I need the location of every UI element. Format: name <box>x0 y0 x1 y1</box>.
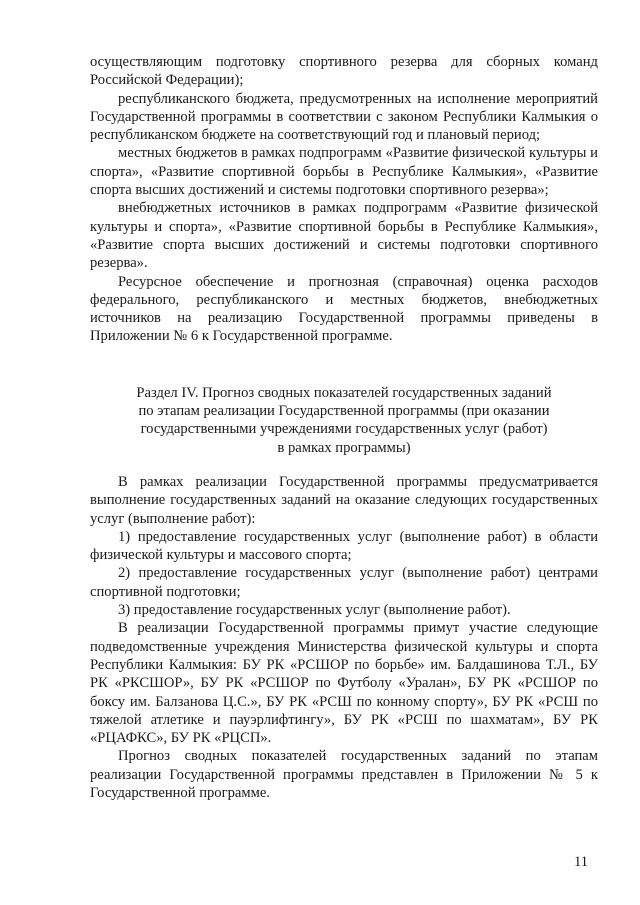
list-item: 3) предоставление государственных услуг (выполнение работ). <box>118 602 511 619</box>
paragraph: Прогноз сводных показателей государственных заданий по этапам реализации Государственной программы представлен в Приложении № 5 к Государственной программе. <box>90 748 598 801</box>
list-item: 2) предоставление государственных услуг (выполнение работ) центрами спортивной подготовки; <box>90 565 598 600</box>
section-heading <box>90 384 598 457</box>
heading-line: Раздел IV. Прогноз сводных показателей государственных заданий <box>136 384 552 401</box>
paragraph: Ресурсное обеспечение и прогнозная (справочная) оценка расходов федерального, республиканского и местных бюджетов, внебюджетных источников на реализацию Государственной программы приведены в Приложении № 6 к Государственной программе. <box>90 273 598 345</box>
paragraph: В рамках реализации Государственной программы предусматривается выполнение государственных заданий на оказание следующих государственных услуг (выполнение работ): <box>90 473 598 527</box>
paragraph: осуществляющим подготовку спортивного резерва для сборных команд Российской Федерации); <box>90 54 598 89</box>
list-item: 1) предоставление государственных услуг (выполнение работ) в области физической культуры и массового спорта; <box>90 528 598 564</box>
heading-line: в рамках программы) <box>277 439 411 456</box>
heading-line: государственными учреждениями государственных услуг (работ) <box>140 421 548 438</box>
heading-line: по этапам реализации Государственной программы (при оказании <box>138 403 550 420</box>
paragraph: республиканского бюджета, предусмотренных на исполнение мероприятий Государственной программы в соответствии с законом Республики Калмыкия о республиканском бюджете на соответствующий год и плановый период; <box>90 90 598 144</box>
page-number: 11 <box>574 854 589 870</box>
paragraph: В реализации Государственной программы примут участие следующие подведомственные учреждения Министерства физической культуры и спорта Республики Калмыкия: БУ РК «РСШОР по борьбе» им. Балдашинова Т.Л., БУ РК «РКСШОР», БУ РК «РСШОР по Футболу «Уралан», БУ РК «РСШОР по боксу им. Балзанова Ц.С.», БУ РК «РСШ по конному спорту», БУ РК «РСШ по тяжелой атлетике и пауэрлифтингу», БУ РК «РСШ по шахматам», БУ РК «РЦАФКС», БУ РК «РЦСП». <box>90 620 598 747</box>
document-body <box>90 53 598 802</box>
section-body <box>90 473 598 802</box>
paragraph: внебюджетных источников в рамках подпрограмм «Развитие физической культуры и спорта», «Развитие спортивной борьбы в Республике Калмыкия», «Развитие спорта высших достижений и системы подготовки спортивного резерва». <box>90 200 598 272</box>
paragraph: местных бюджетов в рамках подпрограмм «Развитие физической культуры и спорта», «Развитие спортивной борьбы в Республике Калмыкия», «Развитие спорта высших достижений и системы подготовки спортивного резерва»; <box>90 145 598 199</box>
